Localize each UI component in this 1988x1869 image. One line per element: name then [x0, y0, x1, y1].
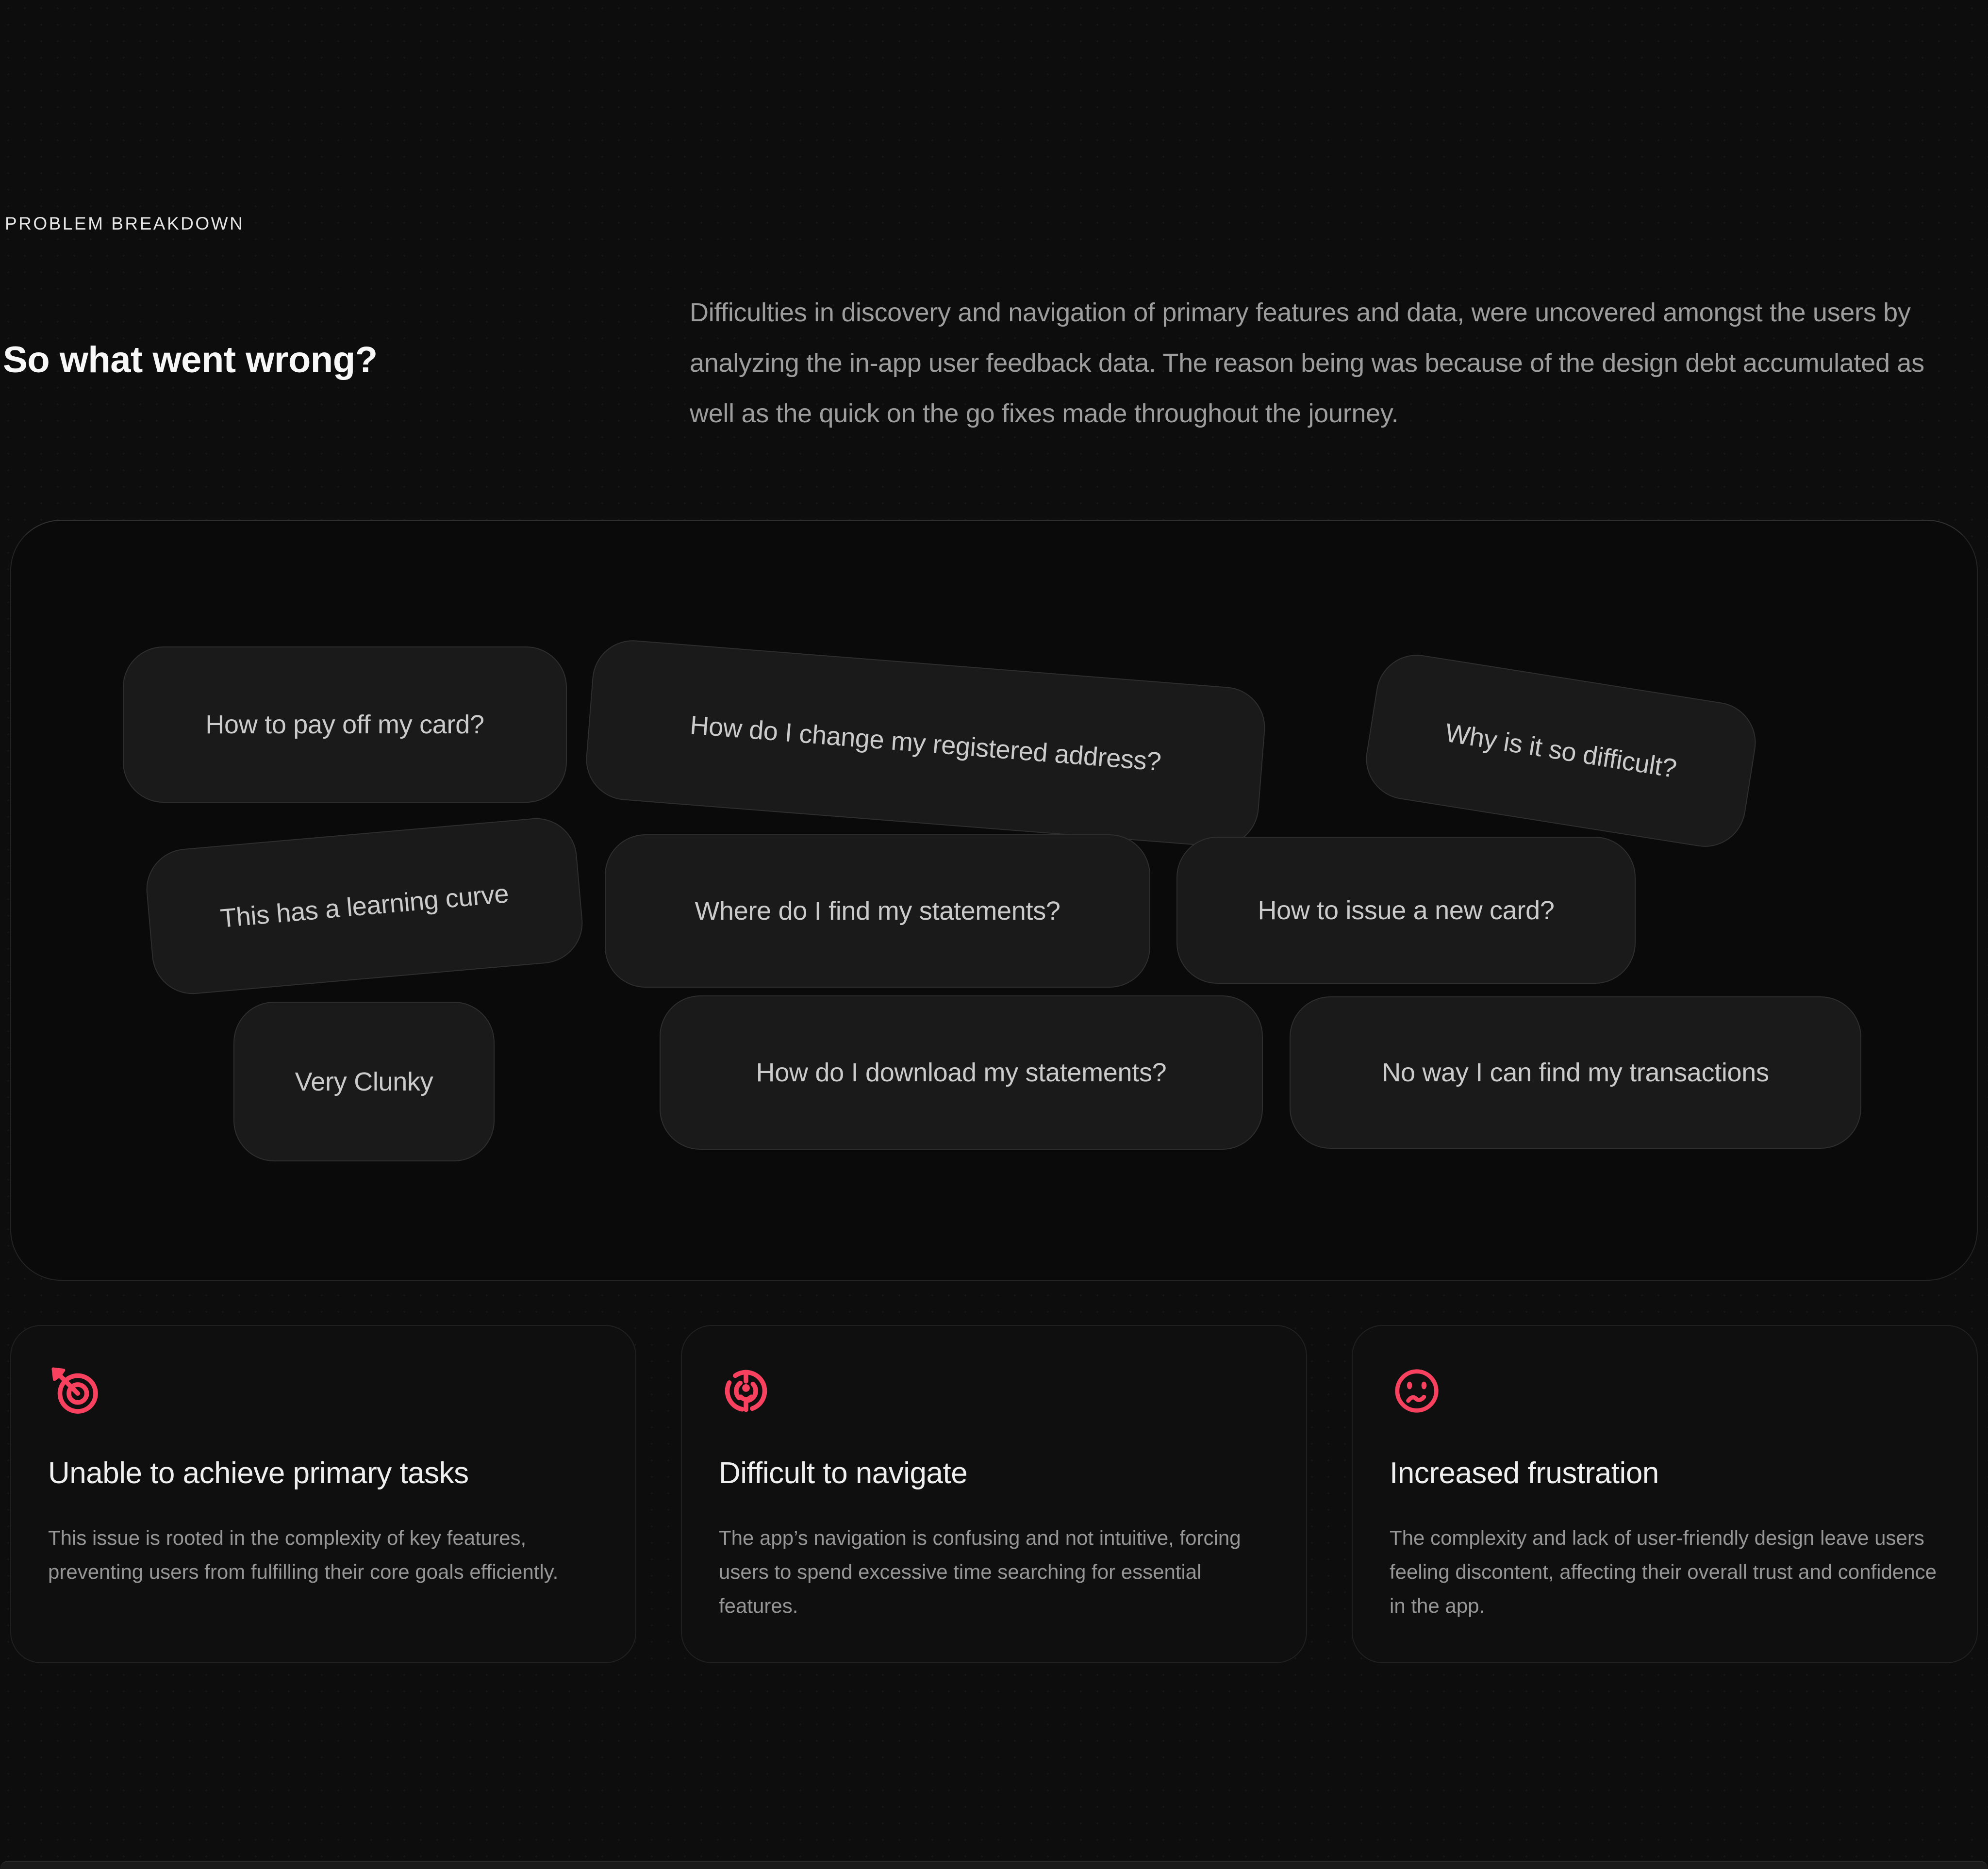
card-title: Difficult to navigate	[719, 1456, 968, 1490]
card-title: Increased frustration	[1390, 1456, 1659, 1490]
feedback-bubble	[1176, 837, 1636, 984]
feedback-bubble-text: How to pay off my card?	[205, 710, 484, 739]
next-section-top-edge	[0, 1861, 1988, 1869]
feedback-bubble-text: How do I change my registered address?	[689, 710, 1162, 777]
feedback-bubble-text: Where do I find my statements?	[695, 896, 1060, 926]
card-body: The app’s navigation is confusing and not intuitive, forcing users to spend excessive time searching for essential features.	[719, 1526, 1241, 1617]
feedback-bubble	[605, 834, 1150, 988]
feedback-bubble-text: Very Clunky	[295, 1067, 433, 1096]
section-intro-paragraph: Difficulties in discovery and navigation of primary features and data, were uncovered amongst the users by analyzing the in-app user feedback data. The reason being was because of the design debt accumulated as well as the quick on the go fixes made throughout the journey.	[690, 298, 1924, 428]
insight-card-navigation	[681, 1325, 1307, 1663]
feedback-bubble	[123, 646, 567, 803]
feedback-bubble	[660, 995, 1263, 1150]
card-body: This issue is rooted in the complexity of key features, preventing users from fulfilling their core goals efficiently.	[48, 1526, 559, 1583]
card-title: Unable to achieve primary tasks	[48, 1456, 469, 1490]
feedback-bubble-text: How to issue a new card?	[1258, 895, 1555, 925]
page-title: So what went wrong?	[3, 339, 378, 380]
insight-card-frustration	[1352, 1325, 1978, 1663]
feedback-bubble	[233, 1002, 495, 1161]
maze-icon	[719, 1364, 773, 1418]
card-body: The complexity and lack of user-friendly design leave users feeling discontent, affecting their overall trust and confidence in the app.	[1390, 1526, 1937, 1617]
feedback-bubble-text: No way I can find my transactions	[1382, 1058, 1769, 1087]
confused-face-icon	[1390, 1364, 1444, 1418]
feedback-bubble-text: This has a learning curve	[219, 879, 510, 933]
feedback-bubble-text: How do I download my statements?	[756, 1058, 1167, 1087]
feedback-bubble	[1290, 996, 1861, 1149]
feedback-bubble-text: Why is it so difficult?	[1443, 718, 1679, 784]
dart-target-icon	[48, 1364, 102, 1418]
insight-card-primary-tasks	[10, 1325, 636, 1663]
section-eyebrow: PROBLEM BREAKDOWN	[5, 214, 245, 233]
